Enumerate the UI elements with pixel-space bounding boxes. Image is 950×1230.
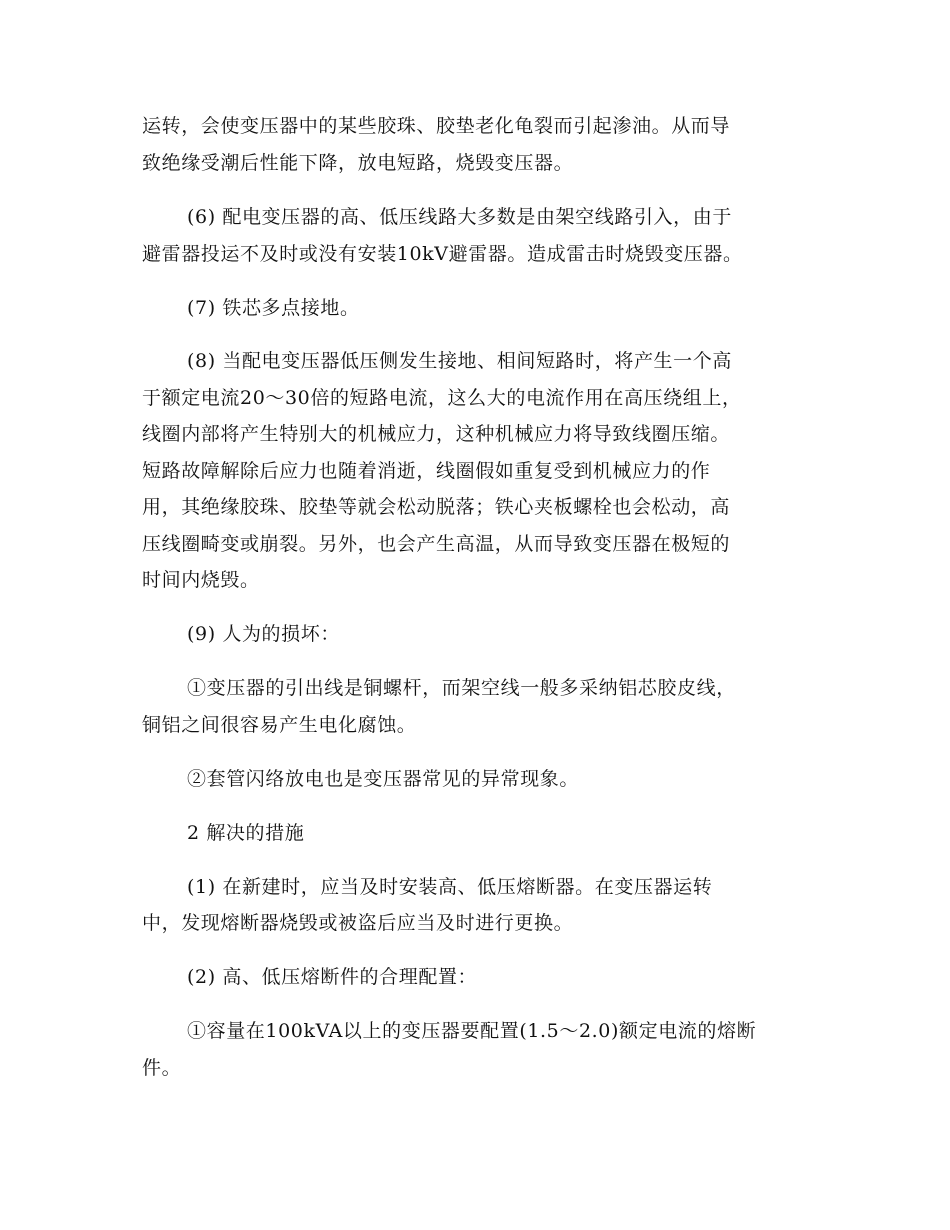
list-item-9: (9) 人为的损坏： xyxy=(187,623,340,645)
list-item-8: (8) 当配电变压器低压侧发生接地、相间短路时，将产生一个高 xyxy=(187,350,732,372)
body-text-line: 压线圈畸变或崩裂。另外，也会产生高温，从而导致变压器在极短的 xyxy=(142,533,731,555)
body-text-line: 运转，会使变压器中的某些胶珠、胶垫老化龟裂而引起渗油。从而导 xyxy=(142,115,731,137)
body-text-line: 短路故障解除后应力也随着消逝，线圈假如重复受到机械应力的作 xyxy=(142,460,711,482)
list-item-6: (6) 配电变压器的高、低压线路大多数是由架空线路引入，由于 xyxy=(187,206,732,228)
list-item-1: (1) 在新建时，应当及时安装高、低压熔断器。在变压器运转 xyxy=(187,876,713,898)
body-text-line: 线圈内部将产生特别大的机械应力，这种机械应力将导致线圈压缩。 xyxy=(142,423,731,445)
body-text-line: 时间内烧毁。 xyxy=(142,569,260,591)
sub-item-2: ②套管闪络放电也是变压器常见的异常现象。 xyxy=(187,768,580,790)
body-text-line: 中，发现熔断器烧毁或被盗后应当及时进行更换。 xyxy=(142,912,574,934)
body-text-line: 致绝缘受潮后性能下降，放电短路，烧毁变压器。 xyxy=(142,152,574,174)
sub-item-1: ①变压器的引出线是铜螺杆，而架空线一般多采纳铝芯胶皮线， xyxy=(187,677,736,699)
list-item-2: (2) 高、低压熔断件的合理配置： xyxy=(187,966,478,988)
body-text-line: 铜铝之间很容易产生电化腐蚀。 xyxy=(142,714,417,736)
body-text-line: 件。 xyxy=(142,1057,182,1079)
body-text-line: 避雷器投运不及时或没有安装10kV避雷器。造成雷击时烧毁变压器。 xyxy=(142,243,743,265)
section-heading: 2 解决的措施 xyxy=(187,822,305,844)
sub-item-1: ①容量在100kVA以上的变压器要配置(1.5～2.0)额定电流的熔断 xyxy=(187,1020,757,1042)
body-text-line: 用，其绝缘胶珠、胶垫等就会松动脱落；铁心夹板螺栓也会松动，高 xyxy=(142,496,731,518)
body-text-line: 于额定电流20～30倍的短路电流，这么大的电流作用在高压绕组上， xyxy=(142,387,742,409)
list-item-7: (7) 铁芯多点接地。 xyxy=(187,297,360,319)
